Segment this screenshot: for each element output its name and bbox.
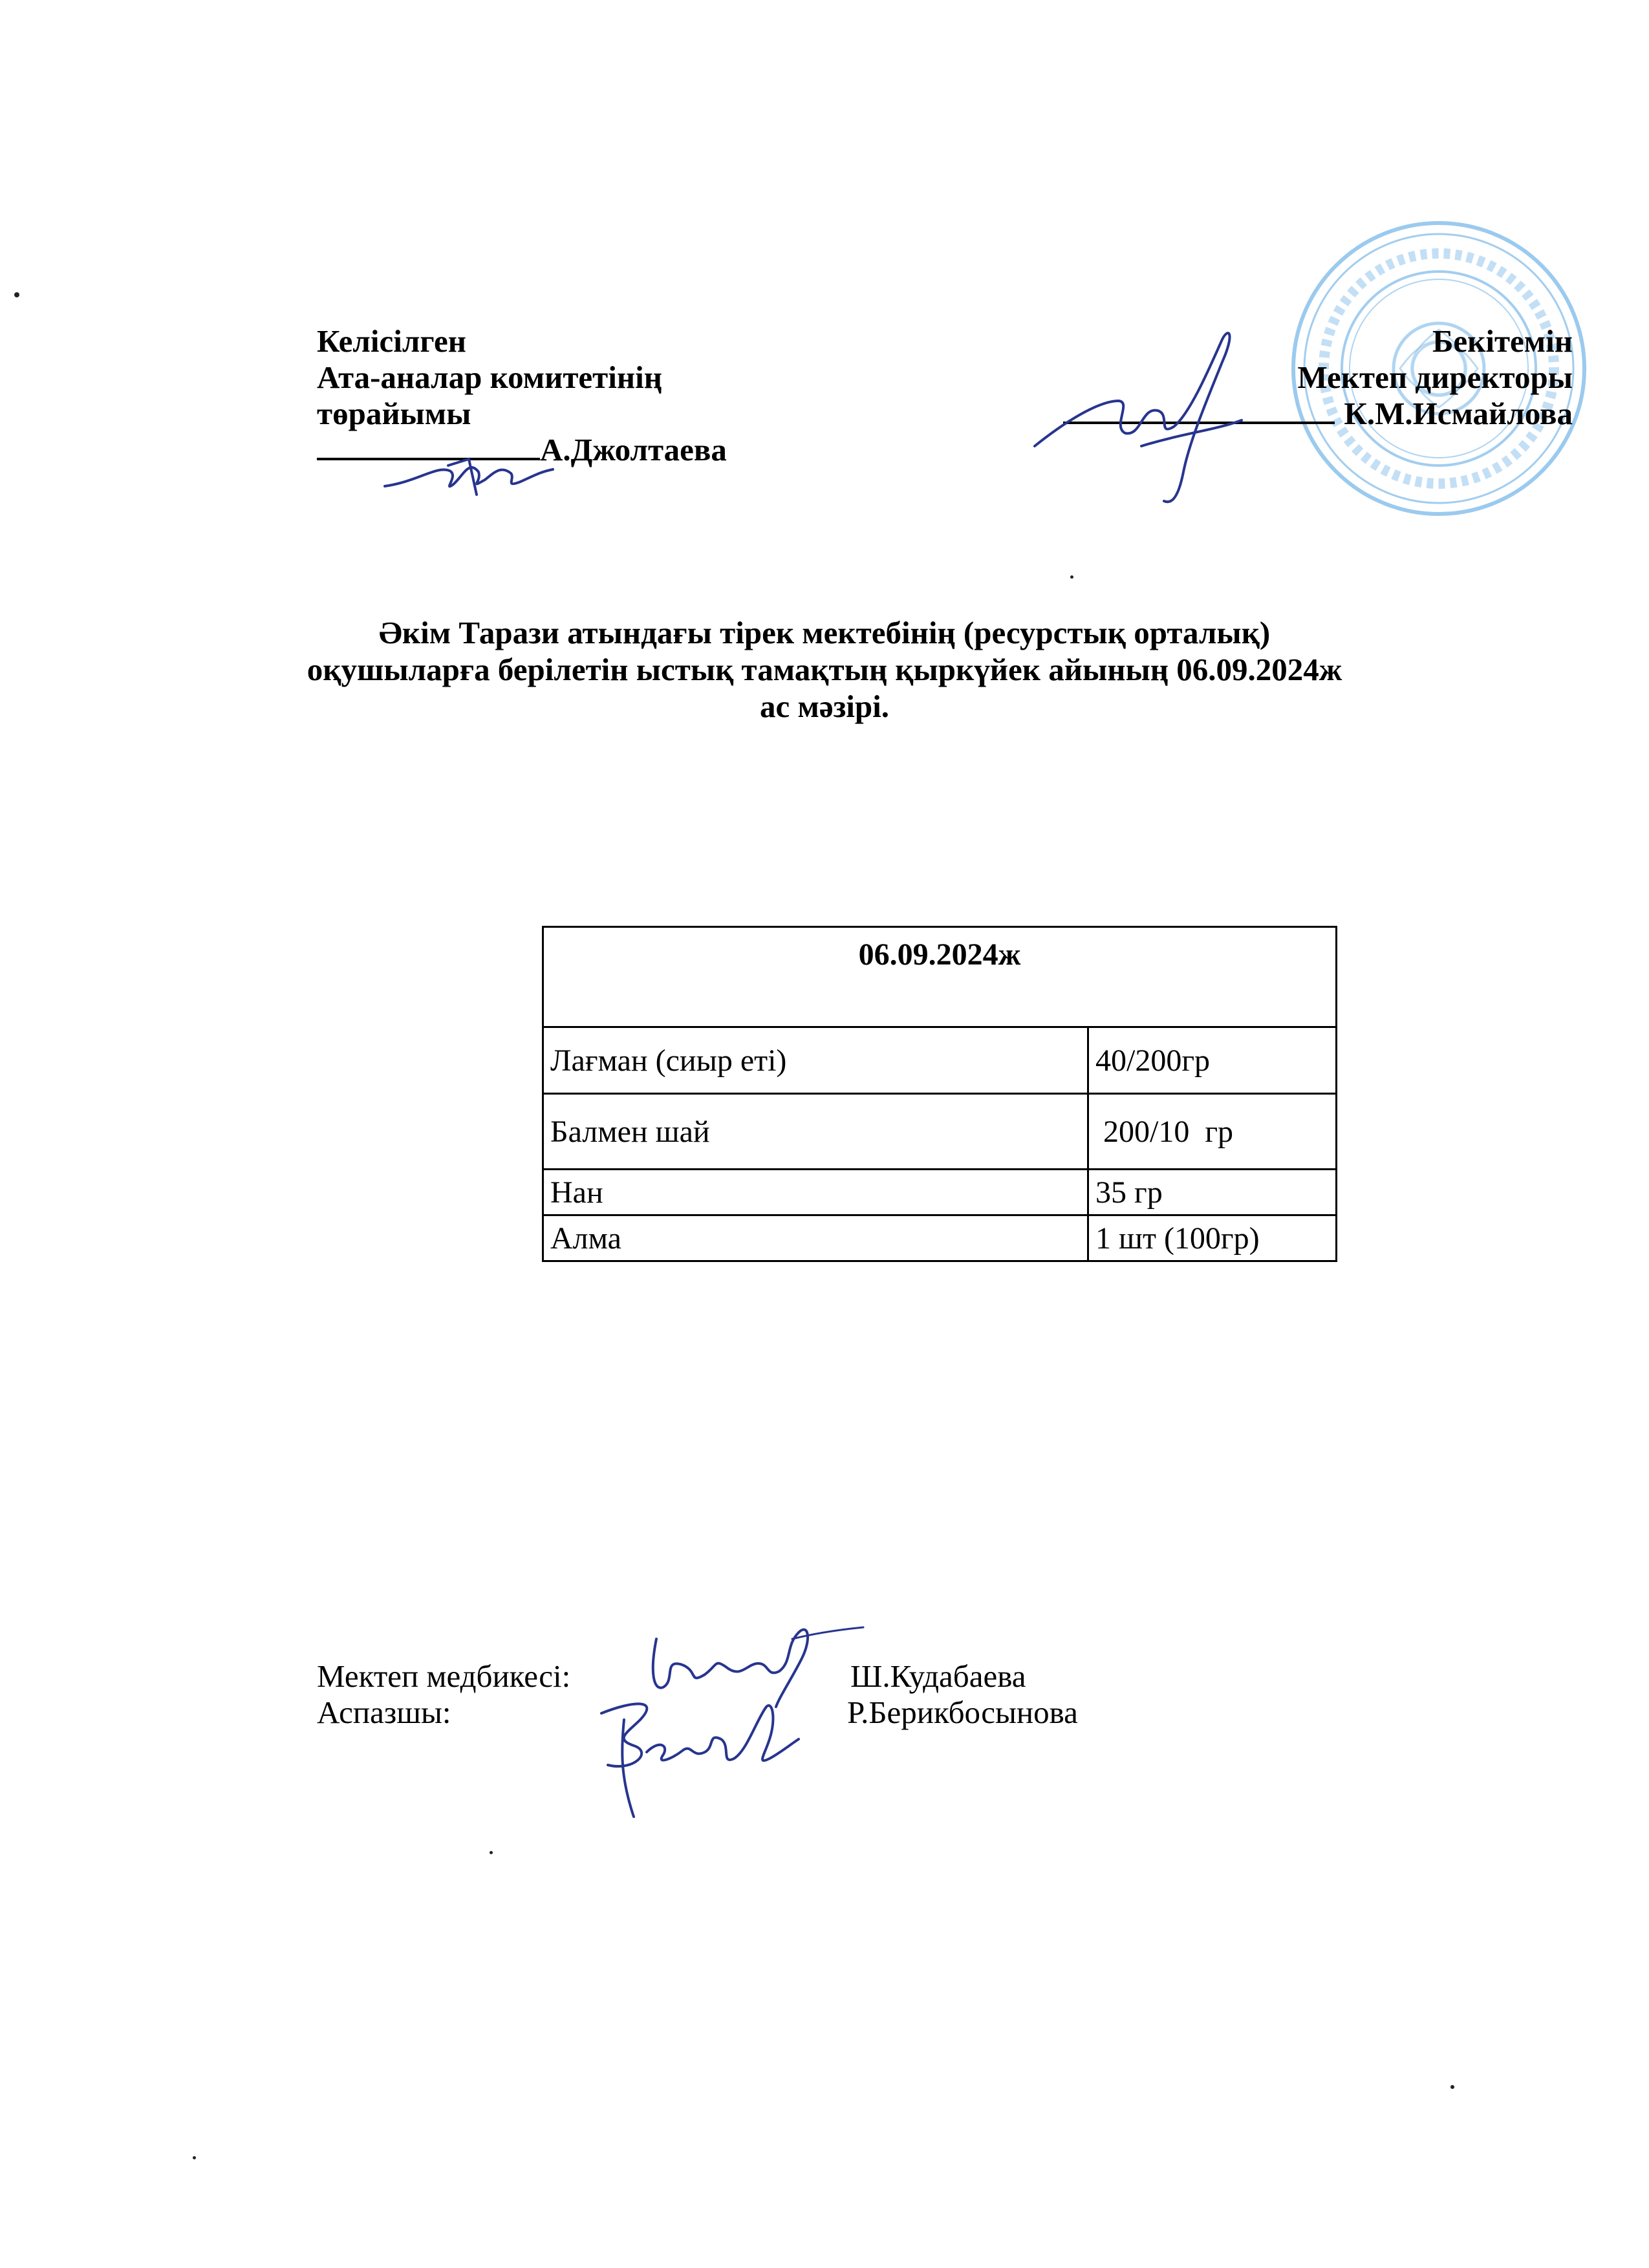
approval-left-block — [317, 323, 899, 468]
cook-name: Р.Берикбосынова — [847, 1695, 1078, 1730]
signature-underline — [317, 432, 540, 460]
director-signature-line — [926, 396, 1573, 432]
title-line-2: оқушыларға берілетін ыстық тамақтың қыркүйек айының 06.09.2024ж — [307, 652, 1342, 687]
cook-label: Аспазшы: — [317, 1695, 451, 1730]
table-row — [543, 1170, 1337, 1215]
menu-header-row — [543, 927, 1337, 1027]
menu-item-name: Нан — [543, 1170, 1088, 1215]
cook-signature — [595, 1694, 802, 1823]
title-line-3: ас мәзірі. — [759, 689, 890, 724]
signature-underline — [1063, 396, 1335, 424]
menu-table — [542, 926, 1337, 1262]
menu-item-name: Лағман (сиыр еті) — [543, 1027, 1088, 1094]
director-label: Мектеп директоры — [1297, 359, 1573, 395]
nurse-signature — [637, 1613, 870, 1710]
chairperson-name: А.Джолтаева — [540, 432, 727, 467]
table-row — [543, 1027, 1337, 1094]
menu-item-name: Балмен шай — [543, 1094, 1088, 1170]
menu-item-portion: 1 шт (100гр) — [1088, 1215, 1337, 1261]
agreed-label: Келісілген — [317, 323, 466, 359]
chairperson-signature-line — [317, 432, 899, 468]
table-row — [543, 1215, 1337, 1261]
table-row — [543, 1094, 1337, 1170]
approved-label: Бекітемін — [1432, 323, 1573, 359]
menu-date-header: 06.09.2024ж — [543, 927, 1337, 1027]
scan-speck — [490, 1851, 493, 1854]
chairperson-label: төрайымы — [317, 396, 471, 431]
menu-item-name: Алма — [543, 1215, 1088, 1261]
approval-right-block — [926, 323, 1573, 432]
nurse-name: Ш.Кудабаева — [850, 1658, 1026, 1694]
nurse-label: Мектеп медбикесі: — [317, 1658, 571, 1694]
menu-item-portion: 40/200гр — [1088, 1027, 1337, 1094]
scan-speck — [193, 2156, 196, 2159]
committee-label: Ата-аналар комитетінің — [317, 359, 662, 395]
title-line-1: Әкім Тарази атындағы тірек мектебінің (ресурстық орталық) — [378, 615, 1271, 650]
scan-speck — [14, 292, 19, 297]
scan-speck — [1450, 2085, 1454, 2089]
scan-speck — [1070, 575, 1073, 579]
menu-item-portion: 35 гр — [1088, 1170, 1337, 1215]
menu-item-portion: 200/10 гр — [1088, 1094, 1337, 1170]
director-name: К.М.Исмайлова — [1344, 396, 1573, 431]
document-title — [194, 614, 1455, 725]
